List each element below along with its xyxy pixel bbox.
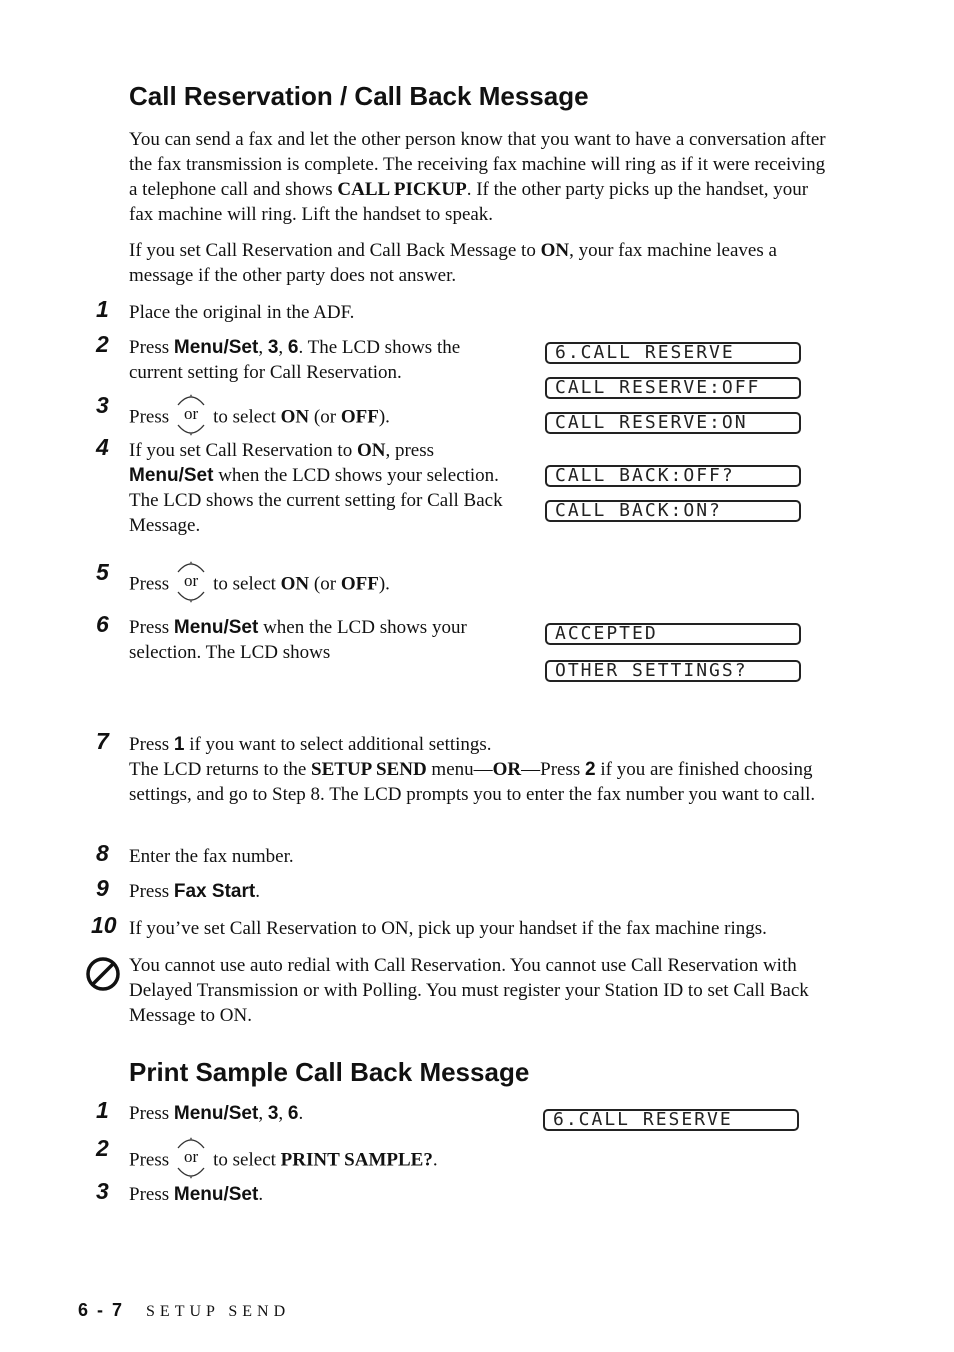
up-down-arrow-key-icon: or <box>175 1135 207 1179</box>
step-number: 10 <box>91 912 117 938</box>
step-number: 2 <box>96 1135 109 1161</box>
step-text: Press or to select ON (or OFF). <box>129 396 390 440</box>
lcd-display: ACCEPTED <box>545 623 801 645</box>
step-text: Enter the fax number. <box>129 846 294 867</box>
step-text: If you set Call Reservation to ON, press Menu/Set when the LCD shows your selection. The LCD shows the current setting for Call Back Message. <box>129 440 503 536</box>
intro-paragraph: You can send a fax and let the other person know that you want to have a conversation after the fax transmission is complete. The receiving fax machine will ring as if it were receiving a telephone call and shows CALL PICKUP. If the other party picks up the handset, your fax machine will ring. Lift the handset to speak. <box>129 129 826 225</box>
step-number: 8 <box>96 840 109 866</box>
step-number: 3 <box>96 1178 109 1204</box>
on-paragraph: If you set Call Reservation and Call Back Message to ON, your fax machine leaves a message if the other party does not answer. <box>129 240 777 286</box>
step-text: Press 1 if you want to select additional settings. The LCD returns to the SETUP SEND menu—OR—Press 2 if you are finished choosing settings, and go to Step 8. The LCD prompts you to enter the fax number you want to call. <box>129 734 816 805</box>
up-down-arrow-key-icon: or <box>175 392 207 436</box>
step-number: 1 <box>96 1097 109 1123</box>
step-number: 9 <box>96 875 109 901</box>
note-text: You cannot use auto redial with Call Reservation. You cannot use Call Reservation with Delayed Transmission or with Polling. You must register your Station ID to set Call Back Message to ON. <box>129 955 809 1026</box>
lcd-display: 6.CALL RESERVE <box>545 342 801 364</box>
step-number: 1 <box>96 296 109 322</box>
section-heading-print-sample: Print Sample Call Back Message <box>129 1057 530 1087</box>
page-footer <box>78 1300 290 1321</box>
step-text: Press Fax Start. <box>129 881 260 902</box>
step-text: Place the original in the ADF. <box>129 302 355 323</box>
step-text: If you’ve set Call Reservation to ON, pick up your handset if the fax machine rings. <box>129 918 767 939</box>
lcd-display: CALL RESERVE:ON <box>545 412 801 434</box>
lcd-display: 6.CALL RESERVE <box>543 1109 799 1131</box>
step-number: 3 <box>96 392 109 418</box>
lcd-display: OTHER SETTINGS? <box>545 660 801 682</box>
step-text: Press Menu/Set. <box>129 1184 264 1205</box>
step-text: Press or to select ON (or OFF). <box>129 563 390 607</box>
step-text: Press or to select PRINT SAMPLE?. <box>129 1139 438 1183</box>
page-number: 6 - 7 <box>78 1300 125 1320</box>
lcd-display: CALL BACK:ON? <box>545 500 801 522</box>
step-text: Press Menu/Set when the LCD shows your selection. The LCD shows <box>129 617 467 663</box>
lcd-display: CALL RESERVE:OFF <box>545 377 801 399</box>
footer-section-title: SETUP SEND <box>146 1303 291 1320</box>
step-number: 2 <box>96 331 109 357</box>
section-heading-call-reservation: Call Reservation / Call Back Message <box>129 81 589 111</box>
step-number: 7 <box>96 728 109 754</box>
step-text: Press Menu/Set, 3, 6. <box>129 1103 304 1124</box>
up-down-arrow-key-icon: or <box>175 559 207 603</box>
step-number: 5 <box>96 559 109 585</box>
step-number: 4 <box>96 434 109 460</box>
prohibited-sign-icon <box>84 955 122 998</box>
lcd-display: CALL BACK:OFF? <box>545 465 801 487</box>
step-number: 6 <box>96 611 109 637</box>
step-text: Press Menu/Set, 3, 6. The LCD shows the current setting for Call Reservation. <box>129 337 461 383</box>
